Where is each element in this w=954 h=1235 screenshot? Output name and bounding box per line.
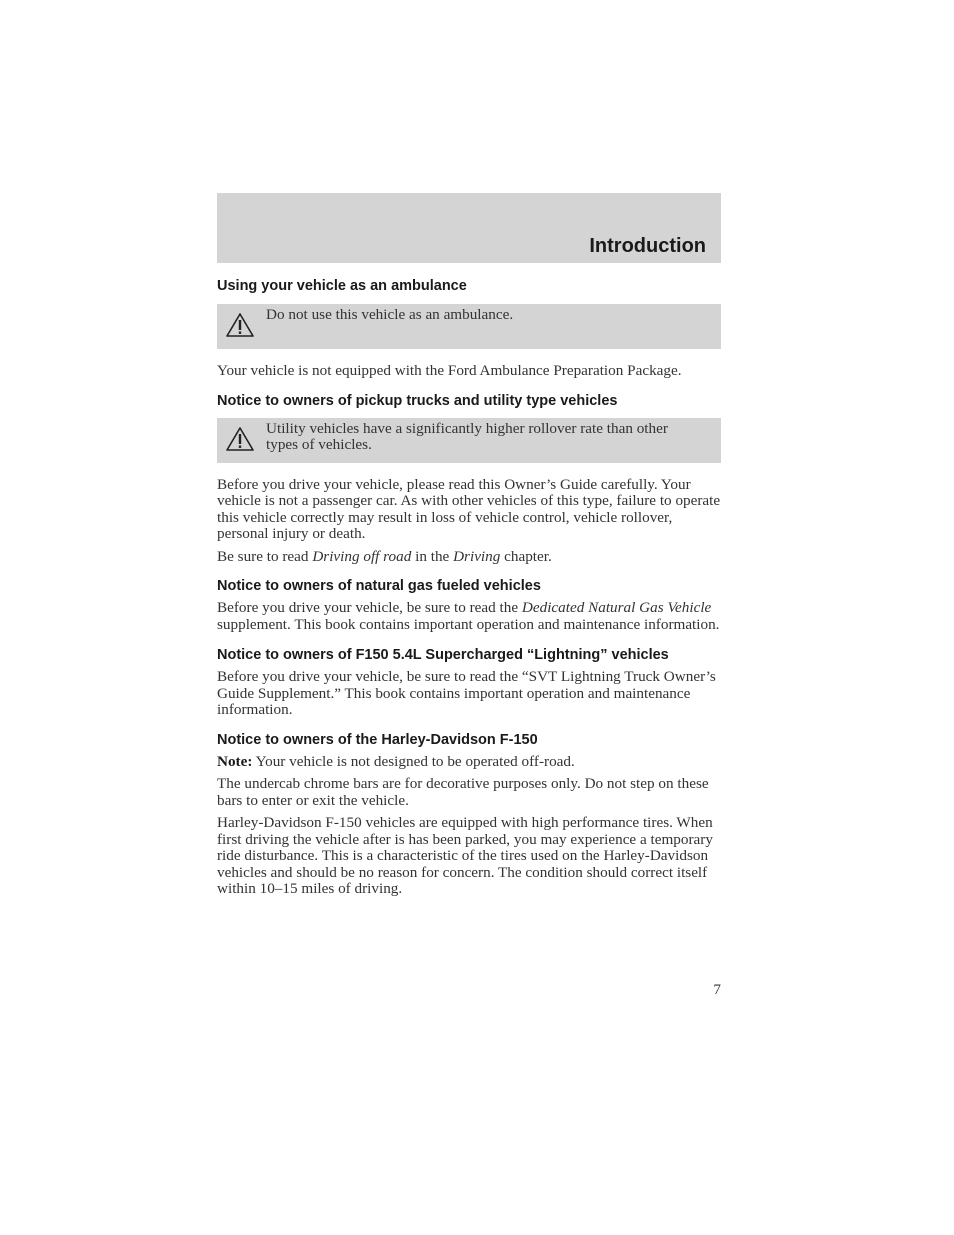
page-number: 7 bbox=[713, 981, 721, 998]
text-run: in the bbox=[411, 547, 454, 565]
paragraph: Before you drive your vehicle, please read this Owner’s Guide carefully. Your vehicle is not a passenger car. As with other vehicles of this type, failure to operate this vehicle correctly may result in loss of vehicle control, vehicle rollover, personal injury or death. bbox=[217, 475, 721, 542]
paragraph: Before you drive your vehicle, be sure to read the “SVT Lightning Truck Owner’s Guide Supplement.” This book contains important operation and maintenance information. bbox=[217, 668, 716, 718]
text-run: Your vehicle is not designed to be operated off-road. bbox=[252, 752, 575, 770]
heading-pickup: Notice to owners of pickup trucks and utility type vehicles bbox=[217, 392, 618, 409]
note-label: Note: bbox=[217, 752, 253, 770]
heading-ambulance: Using your vehicle as an ambulance bbox=[217, 278, 467, 294]
text-run: Before you drive your vehicle, be sure to read the bbox=[217, 599, 522, 616]
heading-lightning: Notice to owners of F150 5.4L Supercharged “Lightning” vehicles bbox=[217, 647, 669, 663]
manual-page bbox=[217, 193, 721, 898]
chapter-title: Introduction bbox=[589, 235, 706, 257]
paragraph bbox=[217, 600, 721, 633]
paragraph: The undercab chrome bars are for decorative purposes only. Do not step on these bars to enter or exit the vehicle. bbox=[217, 775, 709, 809]
chapter-header bbox=[217, 193, 721, 263]
text-run: supplement. This book contains important operation and maintenance information. bbox=[217, 615, 720, 633]
text-run-italic: Driving off road bbox=[312, 547, 412, 565]
warning-box-ambulance bbox=[217, 304, 721, 349]
heading-natural-gas: Notice to owners of natural gas fueled vehicles bbox=[217, 578, 541, 594]
heading-harley: Notice to owners of the Harley-Davidson F-150 bbox=[217, 731, 538, 748]
warning-triangle-icon bbox=[225, 312, 255, 338]
paragraph bbox=[217, 549, 721, 566]
text-run: Be sure to read bbox=[217, 547, 313, 565]
text-run-italic: Driving bbox=[453, 547, 501, 565]
paragraph: Harley-Davidson F-150 vehicles are equipped with high performance tires. When first driving the vehicle after is has been parked, you may experience a temporary ride disturbance. This is a characteristic of the tires used on the Harley-Davidson vehicles and should be no reason for concern. The condition should correct itself within 10–15 miles of driving. bbox=[217, 814, 713, 897]
paragraph: Your vehicle is not equipped with the Ford Ambulance Preparation Package. bbox=[217, 362, 682, 379]
warning-box-pickup bbox=[217, 418, 721, 463]
text-run-italic: Dedicated Natural Gas Vehicle bbox=[521, 599, 712, 616]
text-run: chapter. bbox=[500, 547, 552, 565]
warning-text: Utility vehicles have a significantly higher rollover rate than other types of vehicles. bbox=[266, 419, 668, 453]
warning-text: Do not use this vehicle as an ambulance. bbox=[266, 306, 514, 323]
paragraph bbox=[217, 754, 721, 771]
warning-triangle-icon bbox=[225, 426, 255, 452]
